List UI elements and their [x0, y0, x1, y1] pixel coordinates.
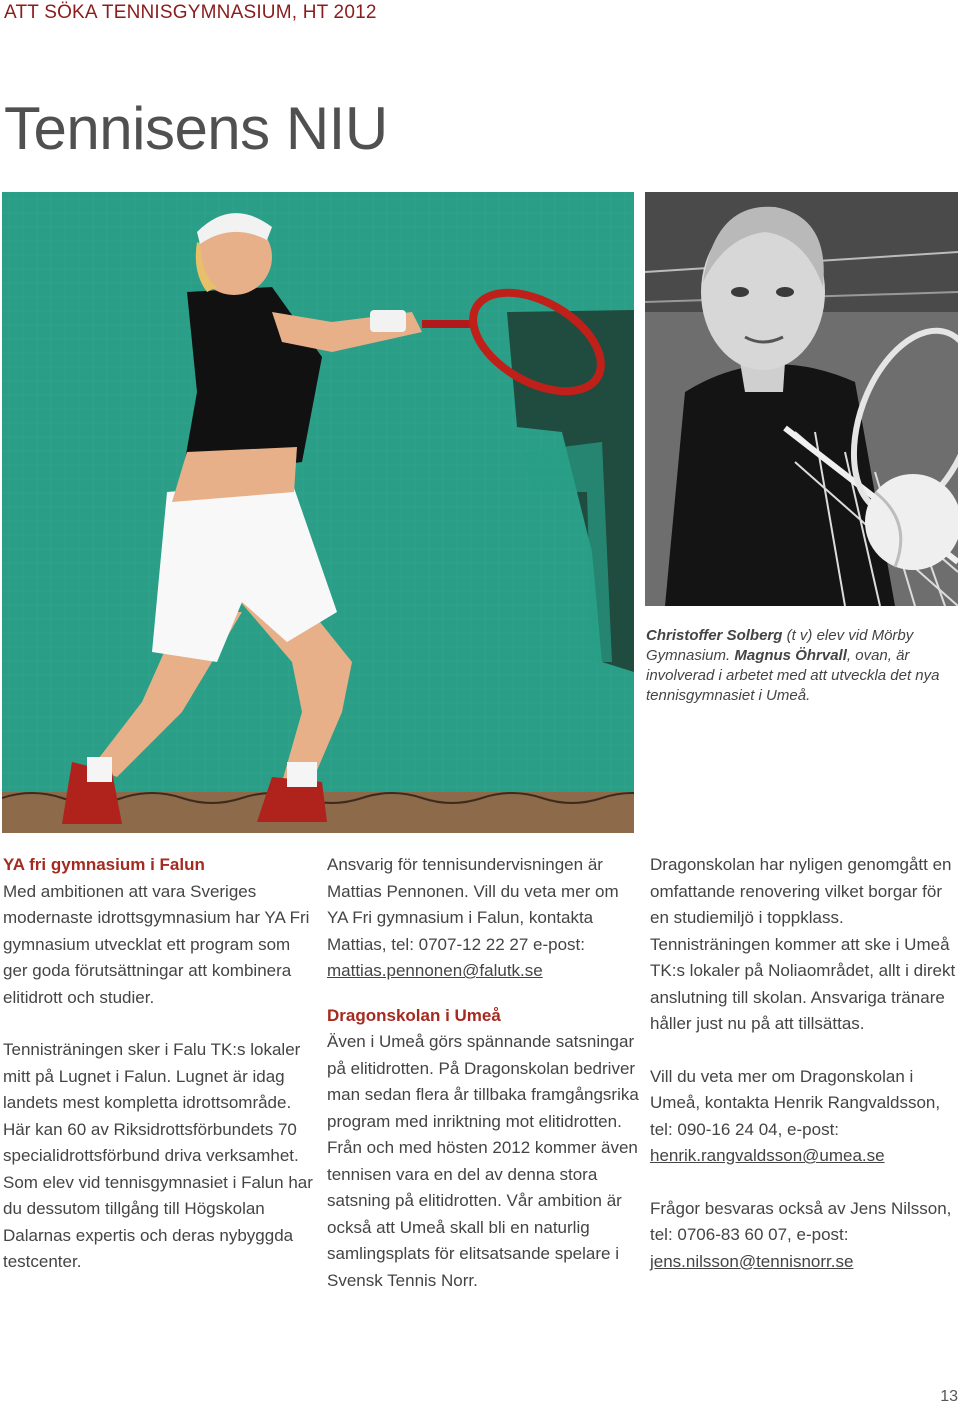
paragraph-falun-training: Tennisträningen sker i Falu TK:s lokaler mitt på Lugnet i Falun. Lugnet är idag landets mest kompletta idrottsområde. Här kan 60 av Riksidrottsförbundets 70 specialidrottsförbund driva verksamhet. Som elev vid tennisgymnasiet i Falun har du dessutom tillgång till Högskolan Dalarnas expertis och deras nybyggda testcenter. [3, 1040, 313, 1271]
heading-ya-fri: YA fri gymnasium i Falun [3, 855, 205, 874]
contact-mattias-text: Ansvarig för tennisundervisningen är Mattias Pennonen. Vill du veta mer om YA Fri gymnasium i Falun, kontakta Mattias, tel: 0707-12 22 27 e-post: [327, 855, 619, 954]
paragraph-henrik-tel: tel: 090-16 24 04, e-post: [650, 1119, 840, 1139]
caption-text-1: (t v) elev vid Mörby Gymnasium. [646, 627, 914, 664]
caption-name-2: Magnus Öhrvall [734, 647, 847, 664]
page-number: 13 [940, 1388, 958, 1405]
coach-illustration [645, 192, 958, 606]
coach-photo [645, 192, 958, 606]
paragraph-ya-intro: Med ambitionen att vara Sveriges modernaste idrottsgymnasium har YA Fri gymnasium utvecklat ett program som ger goda förutsättningar att kombinera elitidrott och studier. [3, 881, 310, 1007]
photo-caption [646, 626, 956, 706]
paragraph-contact-mattias [327, 852, 639, 985]
email-mattias-link[interactable]: mattias.pennonen@falutk.se [327, 961, 543, 980]
caption-name-1: Christoffer Solberg [646, 627, 783, 644]
column-1 [3, 852, 315, 1276]
email-jens-link[interactable]: jens.nilsson@tennisnorr.se [650, 1251, 854, 1271]
heading-dragonskolan: Dragonskolan i Umeå [327, 1005, 501, 1025]
paragraph-contact-jens: Frågor besvaras också av Jens Nilsson, tel: 0706-83 60 07, e-post: [650, 1198, 952, 1244]
page-title: Tennisens NIU [4, 95, 388, 162]
tennis-player-illustration [2, 192, 634, 833]
paragraph-dragonskolan: Även i Umeå görs spännande satsningar på elitidrotten. På Dragonskolan bedriver man sedan flera år tillbaka framgångsrika program med inriktning mot elitidrotten. Från och med hösten 2012 kommer även tennisen vara en del av denna stora satsning på elitidrotten. Vår ambition är också att Umeå skall bli en naturlig samlingsplats för elitsatsande spelare i Svensk Tennis Norr. [327, 1032, 639, 1290]
paragraph-contact-henrik: Vill du veta mer om Dragonskolan i Umeå, kontakta Henrik Rangvaldsson, [650, 1066, 941, 1112]
email-henrik-link[interactable]: henrik.rangvaldsson@umea.se [650, 1146, 885, 1165]
tennis-player-photo [2, 192, 634, 833]
column-2 [327, 852, 639, 1294]
running-header: ATT SÖKA TENNISGYMNASIUM, HT 2012 [4, 2, 377, 23]
paragraph-renovation: Dragonskolan har nyligen genomgått en omfattande renovering vilket borgar för en studiemiljö i toppklass. Tennisträningen kommer att ske i Umeå TK:s lokaler på Noliaområdet, allt i direkt anslutning till skolan. Ansvariga tränare håller just nu på att tillsättas. [650, 855, 956, 1033]
column-3 [650, 852, 958, 1275]
caption-text-2: , ovan, är involverad i arbetet med att utveckla det nya tennisgymnasiet i Umeå. [646, 647, 940, 704]
